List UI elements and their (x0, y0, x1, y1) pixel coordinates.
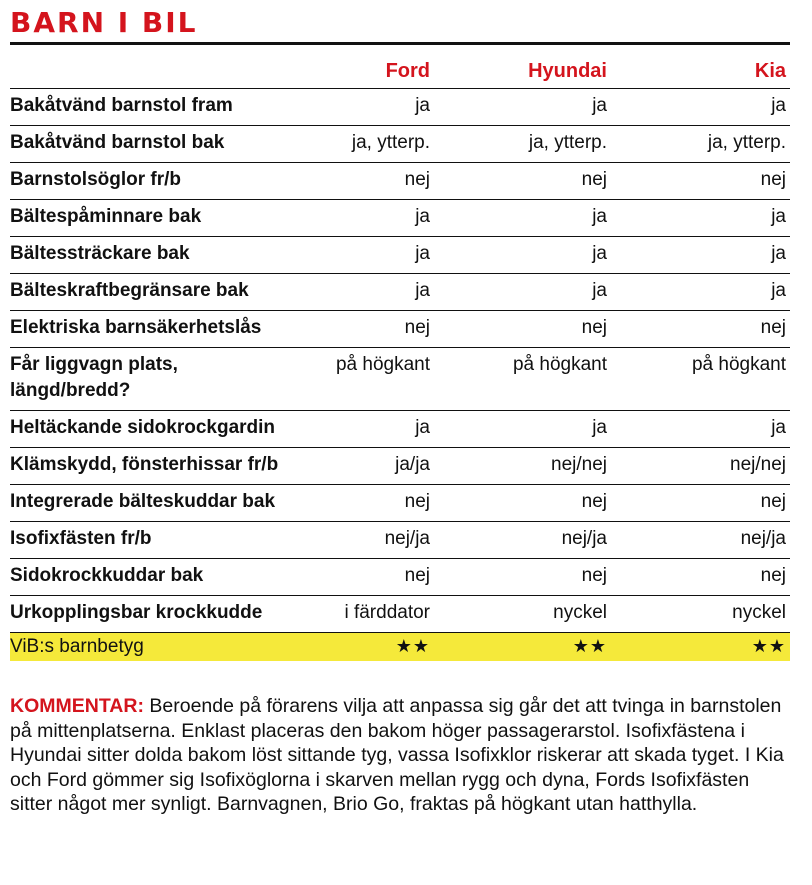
comment-text: Beroende på förarens vilja att anpassa sig går det att tvinga in barnstolen på mittenplatserna. Enklast placeras den bakom höger passagerarstol. Isofixfästena i Hyundai sitter dolda bakom löst sittande tyg, vassa Isofixklor riskerar att skada tyget. I Kia och Ford gömmer sig Isofixöglorna i skarven mellan rygg och dyna, Fords Isofixfästen sitter något mer synligt. Barnvagnen, Brio Go, fraktas på högkant utan hatthylla. (10, 695, 784, 816)
rating-stars-kia: ★★ (751, 636, 786, 657)
row-label: Klämskydd, fönsterhissar fr/b (10, 454, 279, 475)
table-row (10, 596, 790, 633)
table-row (10, 163, 790, 200)
cell-kia: ja (771, 280, 786, 301)
cell-kia: nej (760, 491, 786, 512)
cell-hyundai: nej (581, 565, 607, 586)
column-header-kia: Kia (754, 60, 786, 82)
title-divider (10, 42, 790, 45)
cell-ford: ja (415, 206, 430, 227)
cell-kia: på högkant (691, 354, 786, 375)
row-label: Bältespåminnare bak (10, 206, 202, 227)
cell-hyundai: ja (592, 95, 607, 116)
table-row (10, 126, 790, 163)
comparison-table (10, 56, 790, 661)
comment-keyword: KOMMENTAR: (10, 695, 144, 717)
row-label: Bälteskraftbegränsare bak (10, 280, 249, 301)
cell-ford: ja/ja (395, 454, 430, 475)
row-label-line-1: Får liggvagn plats, (10, 354, 178, 375)
cell-hyundai: nej (581, 491, 607, 512)
column-header-hyundai: Hyundai (528, 60, 607, 82)
cell-ford: nej (404, 565, 430, 586)
cell-kia: ja (771, 95, 786, 116)
table-row (10, 237, 790, 274)
table-row (10, 88, 790, 126)
rating-stars-ford: ★★ (395, 636, 430, 657)
cell-hyundai: ja (592, 206, 607, 227)
cell-hyundai: nej/ja (561, 528, 607, 549)
cell-ford: ja (415, 280, 430, 301)
cell-ford: på högkant (335, 354, 430, 375)
table-row (10, 522, 790, 559)
cell-kia: ja (771, 206, 786, 227)
row-label (10, 352, 310, 404)
cell-kia: ja (771, 417, 786, 438)
cell-ford: ja (415, 417, 430, 438)
cell-kia: ja, ytterp. (707, 132, 786, 153)
row-label: Sidokrockkuddar bak (10, 565, 204, 586)
cell-hyundai: på högkant (512, 354, 607, 375)
row-label: Integrerade bälteskuddar bak (10, 491, 276, 512)
row-label-line-2: längd/bredd? (10, 380, 131, 401)
cell-ford: nej (404, 491, 430, 512)
cell-ford: ja (415, 243, 430, 264)
row-label: Bältessträckare bak (10, 243, 190, 264)
table-header (10, 56, 790, 88)
table-row (10, 311, 790, 348)
row-label: Urkopplingsbar krockkudde (10, 602, 263, 623)
rating-stars-hyundai: ★★ (572, 636, 607, 657)
cell-ford: nej (404, 169, 430, 190)
cell-hyundai: nyckel (553, 602, 607, 623)
cell-hyundai: ja, ytterp. (528, 132, 607, 153)
cell-kia: nyckel (732, 602, 786, 623)
table-row (10, 448, 790, 485)
table-row (10, 348, 790, 411)
row-label: Barnstolsöglor fr/b (10, 169, 182, 190)
cell-hyundai: ja (592, 417, 607, 438)
cell-ford: nej (404, 317, 430, 338)
table-row (10, 411, 790, 448)
cell-kia: nej/nej (730, 454, 786, 475)
cell-kia: nej/ja (740, 528, 786, 549)
cell-hyundai: nej (581, 317, 607, 338)
row-label: Bakåtvänd barnstol bak (10, 132, 225, 153)
row-label: Isofixfästen fr/b (10, 528, 152, 549)
row-label: Bakåtvänd barnstol fram (10, 95, 233, 116)
cell-kia: ja (771, 243, 786, 264)
cell-ford: ja, ytterp. (351, 132, 430, 153)
cell-ford: i färddator (344, 602, 430, 623)
cell-ford: ja (415, 95, 430, 116)
cell-hyundai: ja (592, 243, 607, 264)
table-row (10, 559, 790, 596)
column-header-ford: Ford (385, 60, 430, 82)
cell-hyundai: ja (592, 280, 607, 301)
cell-kia: nej (760, 169, 786, 190)
cell-kia: nej (760, 565, 786, 586)
table-row (10, 200, 790, 237)
rating-row (10, 633, 790, 661)
row-label: Elektriska barnsäkerhetslås (10, 317, 262, 338)
page-title: BARN I BIL (10, 6, 198, 39)
table-row (10, 274, 790, 311)
rating-label: ViB:s barnbetyg (10, 636, 144, 657)
comment-paragraph (10, 694, 795, 817)
cell-kia: nej (760, 317, 786, 338)
row-label: Heltäckande sidokrockgardin (10, 417, 276, 438)
cell-ford: nej/ja (384, 528, 430, 549)
table-row (10, 485, 790, 522)
cell-hyundai: nej/nej (551, 454, 607, 475)
cell-hyundai: nej (581, 169, 607, 190)
